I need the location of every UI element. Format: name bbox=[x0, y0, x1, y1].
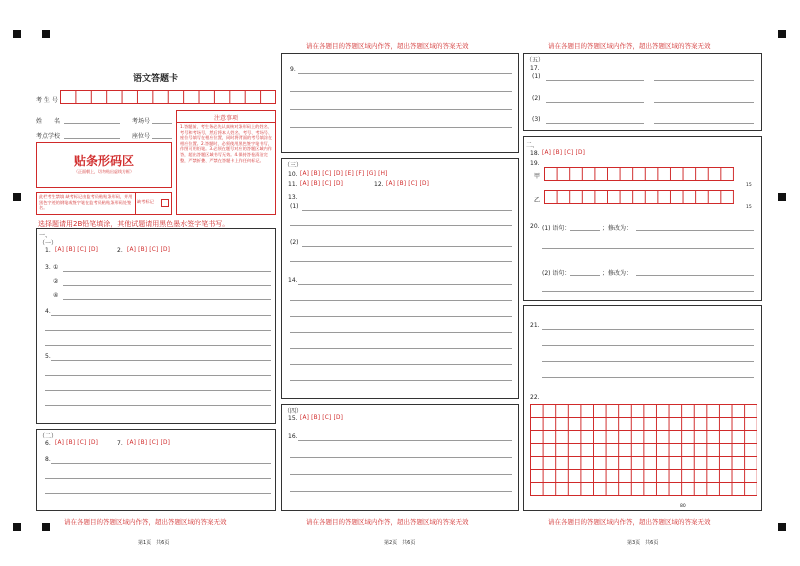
answer-line[interactable] bbox=[546, 80, 644, 81]
q10-number: 10. bbox=[288, 171, 298, 178]
barcode-title: 贴条形码区 bbox=[73, 154, 134, 168]
part-four-box bbox=[281, 404, 519, 511]
part-one-heading: （一） bbox=[39, 240, 58, 247]
q13-item-1: (1) bbox=[290, 203, 299, 210]
alignment-mark bbox=[42, 30, 50, 38]
instructions-body: 1.答题前，考生务必先认真核对条形码上的姓名、考号和考场号，然后将本人姓名、考号、考场号、座位号填写在相应位置，同时将背面的考号填涂在相应位置。2.答题时，必须使用黑色签字笔书写，作图可用铅笔。3.必须在题号对应的答题区域内作答，超出答题区域书写无效。4.保持答卷清洁完整，严禁折叠、严禁在答题卡上作任何标记。 bbox=[180, 124, 273, 163]
school-label: 考点学校 bbox=[36, 133, 61, 140]
q13-item-2: (2) bbox=[290, 239, 299, 246]
notice-top-page3: 请在各题目的答题区域内作答，超出答题区域的答案无效 bbox=[548, 42, 711, 50]
alignment-mark bbox=[13, 30, 21, 38]
q19-row-a-count: 15 bbox=[746, 183, 752, 188]
answer-line[interactable] bbox=[290, 364, 512, 365]
part-three-box bbox=[281, 158, 519, 399]
answer-line[interactable] bbox=[45, 405, 271, 406]
page2-footer: 第2页 共6页 bbox=[384, 540, 416, 546]
fill-note: 选择题请用2B铅笔填涂，其他试题请用黑色墨水签字笔书写。 bbox=[38, 220, 230, 228]
q16-number: 16. bbox=[288, 433, 298, 440]
q22-writing-grid[interactable] bbox=[530, 404, 757, 496]
q5-number: 5. bbox=[45, 353, 51, 360]
q20-item-1: (1) 语句： bbox=[542, 225, 571, 232]
answer-line[interactable] bbox=[298, 284, 512, 285]
exam-no-label: 考场号 bbox=[132, 118, 151, 125]
notice-bottom-page1: 请在各题目的答题区域内作答，超出答题区域的答案无效 bbox=[64, 518, 227, 526]
candidate-no-label: 考 生 号 bbox=[36, 97, 58, 104]
answer-line[interactable] bbox=[570, 230, 600, 231]
q15-options[interactable]: [A] [B] [C] [D] bbox=[300, 415, 344, 421]
q15-number: 15. bbox=[288, 415, 298, 422]
q18-options[interactable]: [A] [B] [C] [D] bbox=[542, 150, 586, 156]
page1-footer: 第1页 共6页 bbox=[138, 540, 170, 546]
alignment-mark bbox=[13, 193, 21, 201]
q3-item-1: ① bbox=[53, 264, 59, 271]
notice-bottom-page2: 请在各题目的答题区域内作答，超出答题区域的答案无效 bbox=[306, 518, 469, 526]
q17-item-1: (1) bbox=[532, 73, 541, 80]
q19-row-a-label: 甲 bbox=[534, 173, 541, 180]
section-two-heading: 二、 bbox=[526, 142, 539, 149]
alignment-mark bbox=[42, 523, 50, 531]
answer-line[interactable] bbox=[45, 493, 271, 494]
answer-line[interactable] bbox=[298, 440, 512, 441]
q8-number: 8. bbox=[45, 456, 51, 463]
absent-note: 此栏考生禁填 缺考标记由监考员粘贴条形码，并用黑色字迹的钢笔或签字笔在监考员粘贴条形码处签名。 bbox=[39, 194, 133, 211]
answer-line[interactable] bbox=[654, 102, 754, 103]
answer-line[interactable] bbox=[290, 457, 512, 458]
answer-line[interactable] bbox=[654, 123, 754, 124]
q4-number: 4. bbox=[45, 308, 51, 315]
instructions-title: 注意事项 bbox=[213, 115, 238, 122]
q11-options[interactable]: [A] [B] [C] [D] bbox=[300, 181, 344, 187]
absent-box bbox=[36, 192, 172, 215]
answer-line[interactable] bbox=[546, 123, 644, 124]
answer-line[interactable] bbox=[542, 329, 754, 330]
q9-box bbox=[281, 53, 519, 153]
part-five-box bbox=[523, 53, 762, 131]
answer-line[interactable] bbox=[51, 463, 271, 464]
instructions-box bbox=[176, 110, 276, 215]
answer-line[interactable] bbox=[298, 73, 512, 74]
answer-line[interactable] bbox=[542, 248, 754, 249]
q7-number: 7. bbox=[117, 440, 123, 447]
notice-bottom-page3: 请在各题目的答题区域内作答，超出答题区域的答案无效 bbox=[548, 518, 711, 526]
name-label: 姓 名 bbox=[36, 118, 61, 125]
seat-no-field[interactable] bbox=[152, 138, 172, 139]
name-field[interactable] bbox=[64, 123, 120, 124]
q14-number: 14. bbox=[288, 277, 298, 284]
q20-item-2-fix: ；修改为： bbox=[602, 270, 633, 277]
answer-line[interactable] bbox=[45, 330, 271, 331]
answer-line[interactable] bbox=[51, 315, 271, 316]
answer-line[interactable] bbox=[542, 361, 754, 362]
answer-line[interactable] bbox=[290, 348, 512, 349]
answer-line[interactable] bbox=[302, 246, 512, 247]
answer-line[interactable] bbox=[290, 127, 512, 128]
answer-line[interactable] bbox=[290, 474, 512, 475]
part-five-heading: （五） bbox=[526, 57, 545, 64]
q9-number: 9. bbox=[290, 66, 296, 73]
q19-row-b-count: 15 bbox=[746, 205, 752, 210]
q3-number: 3. bbox=[45, 264, 51, 271]
q13-number: 13. bbox=[288, 194, 298, 201]
q2-number: 2. bbox=[117, 247, 123, 254]
seat-no-label: 座位号 bbox=[132, 133, 151, 140]
answer-line[interactable] bbox=[654, 80, 754, 81]
answer-line[interactable] bbox=[63, 299, 271, 300]
q19-row-b-grid[interactable] bbox=[544, 190, 734, 204]
answer-line[interactable] bbox=[290, 300, 512, 301]
answer-line[interactable] bbox=[290, 380, 512, 381]
q2-options[interactable]: [A] [B] [C] [D] bbox=[127, 247, 171, 253]
q3-item-3: ④ bbox=[53, 292, 59, 299]
q20-item-2: (2) 语句： bbox=[542, 270, 571, 277]
q1-options[interactable]: [A] [B] [C] [D] bbox=[55, 247, 99, 253]
answer-line[interactable] bbox=[542, 291, 754, 292]
exam-no-field[interactable] bbox=[152, 123, 172, 124]
answer-line[interactable] bbox=[636, 275, 754, 276]
answer-line[interactable] bbox=[290, 491, 512, 492]
candidate-no-boxes[interactable] bbox=[60, 90, 276, 104]
answer-line[interactable] bbox=[290, 91, 512, 92]
answer-line[interactable] bbox=[302, 210, 512, 211]
q22-grid-count: 80 bbox=[680, 504, 686, 509]
q1-number: 1. bbox=[45, 247, 51, 254]
q3-item-2: ② bbox=[53, 278, 59, 285]
alignment-mark bbox=[778, 523, 786, 531]
alignment-mark bbox=[778, 193, 786, 201]
part-four-heading: （四） bbox=[284, 408, 303, 415]
answer-line[interactable] bbox=[542, 345, 754, 346]
q17-number: 17. bbox=[530, 65, 540, 72]
alignment-mark bbox=[778, 30, 786, 38]
answer-line[interactable] bbox=[45, 390, 271, 391]
q11-number: 11. bbox=[288, 181, 298, 188]
answer-line[interactable] bbox=[570, 275, 600, 276]
q7-options[interactable]: [A] [B] [C] [D] bbox=[127, 440, 171, 446]
answer-line[interactable] bbox=[546, 102, 644, 103]
answer-line[interactable] bbox=[45, 478, 271, 479]
alignment-mark bbox=[13, 523, 21, 531]
answer-line[interactable] bbox=[290, 109, 512, 110]
q18-number: 18. bbox=[530, 150, 540, 157]
answer-line[interactable] bbox=[636, 230, 754, 231]
part-two-heading: （二） bbox=[39, 433, 58, 440]
q21-number: 21. bbox=[530, 322, 540, 329]
answer-line[interactable] bbox=[63, 285, 271, 286]
q17-item-2: (2) bbox=[532, 95, 541, 102]
section-one-box bbox=[36, 228, 276, 424]
q12-options[interactable]: [A] [B] [C] [D] bbox=[386, 181, 430, 187]
page3-footer: 第3页 共6页 bbox=[627, 540, 659, 546]
answer-line[interactable] bbox=[290, 261, 512, 262]
q22-number: 22. bbox=[530, 394, 540, 401]
notice-top-page2: 请在各题目的答题区域内作答，超出答题区域的答案无效 bbox=[306, 42, 469, 50]
barcode-area bbox=[36, 142, 172, 188]
absent-mark-box[interactable] bbox=[161, 199, 169, 207]
answer-line[interactable] bbox=[290, 332, 512, 333]
q17-item-3: (3) bbox=[532, 116, 541, 123]
q19-number: 19. bbox=[530, 160, 540, 167]
absent-mark-label: 缺考标记 bbox=[137, 199, 154, 204]
q20-item-1-fix: ；修改为： bbox=[602, 225, 633, 232]
q19-row-b-label: 乙 bbox=[534, 197, 541, 204]
q6-options[interactable]: [A] [B] [C] [D] bbox=[55, 440, 99, 446]
q12-number: 12. bbox=[374, 181, 384, 188]
answer-line[interactable] bbox=[290, 225, 512, 226]
answer-line[interactable] bbox=[290, 316, 512, 317]
section-two-box bbox=[523, 136, 762, 301]
q21-q22-box bbox=[523, 305, 762, 511]
part-two-box bbox=[36, 429, 276, 511]
school-field[interactable] bbox=[64, 138, 120, 139]
barcode-subtitle: （正面朝上，切勿贴出虚线方框） bbox=[74, 169, 134, 174]
answer-line[interactable] bbox=[63, 271, 271, 272]
card-title: 语文答题卡 bbox=[133, 74, 179, 84]
q19-row-a-grid[interactable] bbox=[544, 167, 734, 181]
answer-line[interactable] bbox=[45, 375, 271, 376]
part-three-heading: （三） bbox=[284, 162, 303, 169]
section-one-heading: 一、 bbox=[39, 232, 52, 239]
q20-number: 20. bbox=[530, 223, 540, 230]
answer-line[interactable] bbox=[51, 360, 271, 361]
answer-line[interactable] bbox=[45, 345, 271, 346]
q6-number: 6. bbox=[45, 440, 51, 447]
q10-options[interactable]: [A] [B] [C] [D] [E] [F] [G] [H] bbox=[300, 171, 388, 177]
answer-line[interactable] bbox=[542, 377, 754, 378]
